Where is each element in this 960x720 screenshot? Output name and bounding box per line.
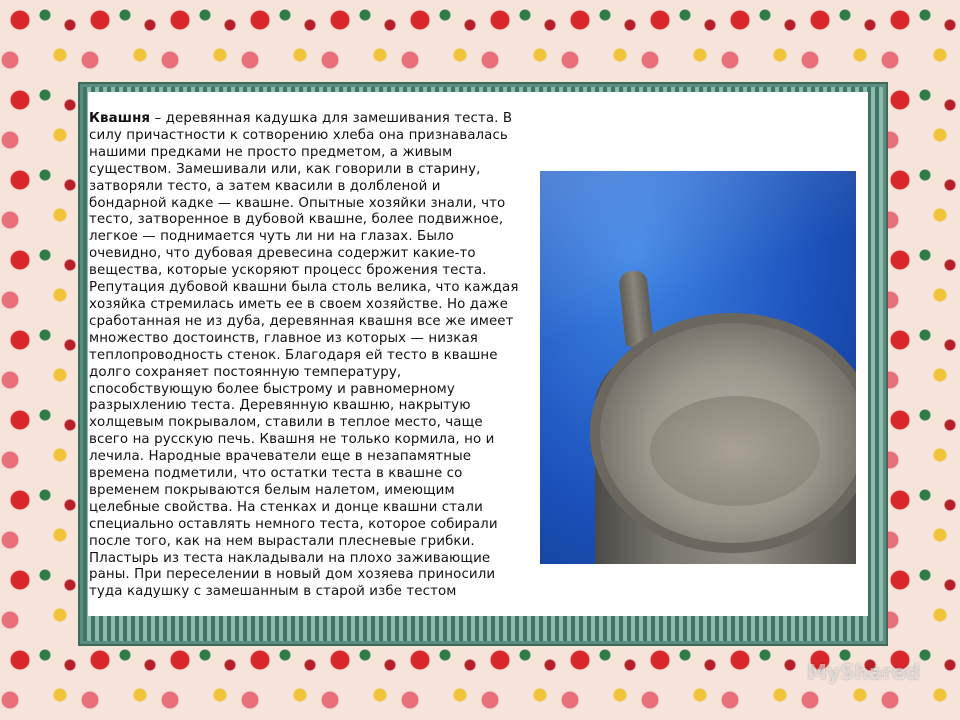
article-term: Квашня [89,111,151,126]
article-text [89,111,519,601]
watermark-logo: MyShared [807,660,920,684]
tub-bottom [650,396,820,506]
article-body: – деревянная кадушка для замешивания теста. В силу причастности к сотворению хлеба она признавалась нашими предками не просто предметом, а живым существом. Замешивали или, как говорили в старину, затворяли тесто, а затем квасили в долбленой и бондарной кадке — квашне. Опытные хозяйки знали, что тесто, затворенное в дубовой квашне, более подвижное, легкое — поднимается чуть ли ни на глазах. Было очевидно, что дубовая древесина содержит какие-то вещества, которые ускоряют процесс брожения теста. Репутация дубовой квашни была столь велика, что каждая хозяйка стремилась иметь ее в своем хозяйстве. Но даже сработанная не из дуба, деревянная квашня все же имеет множество достоинств, главное из которых — низкая теплопроводность стенок. Благодаря ей тесто в квашне долго сохраняет постоянную температуру, способствующую более быстрому и равномерному разрыхлению теста. Деревянную квашню, накрытую холщевым покрывалом, ставили в теплое место, чаще всего на русскую печь. Квашня не только кормила, но и лечила. Народные врачеватели еще в незапамятные времена подметили, что остатки теста в квашне со временем покрываются белым налетом, имеющим целебные свойства. На стенках и донце квашни стали специально оставлять немного теста, которое собирали после того, как на нем вырастали плесневые грибки. Пластырь из теста накладывали на плохо заживающие раны. При переселении в новый дом хозяева приносили туда кадушку с замешанным в старой избе тестом [89,111,519,600]
kvashnya-photo [540,171,856,564]
